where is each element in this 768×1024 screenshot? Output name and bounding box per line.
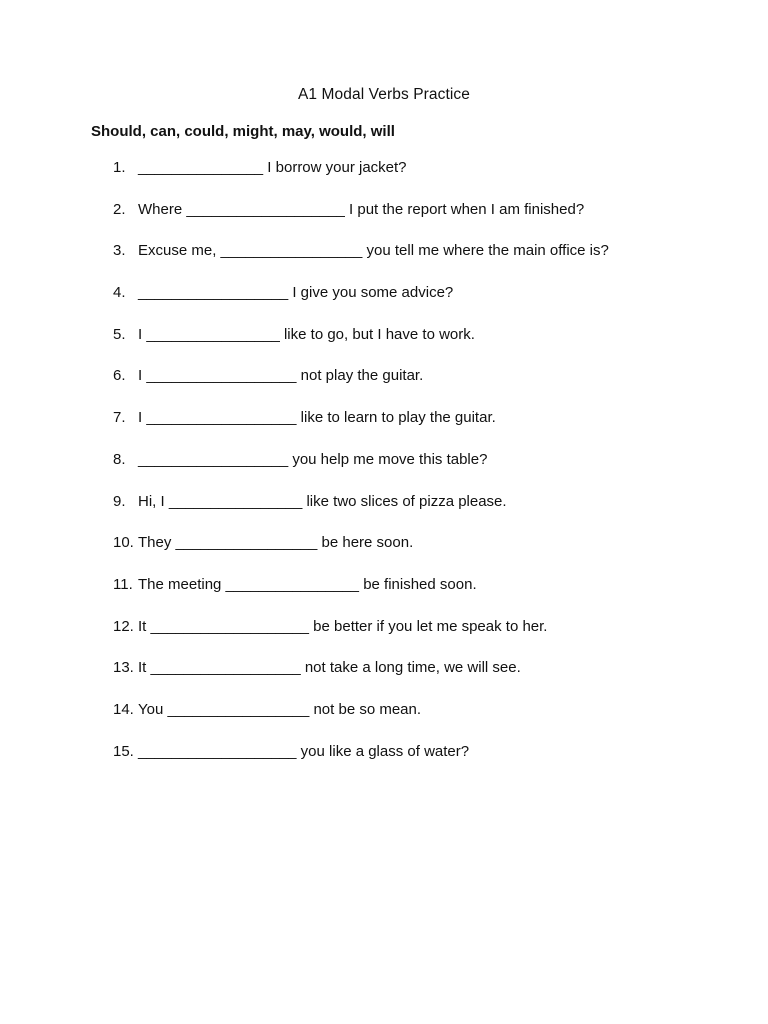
question-number: 12. xyxy=(113,617,134,635)
question-number: 1. xyxy=(113,159,126,176)
question-number: 7. xyxy=(113,409,126,427)
question-text: I __________________ like to learn to play the guitar. xyxy=(138,409,496,427)
question-item xyxy=(113,450,609,492)
word-bank: Should, can, could, might, may, would, will xyxy=(91,123,395,140)
question-item xyxy=(113,575,609,617)
question-number: 15. xyxy=(113,742,134,760)
question-text: I ________________ like to go, but I have to work. xyxy=(138,325,475,343)
question-item xyxy=(113,492,609,534)
question-number: 8. xyxy=(113,450,126,468)
question-text: Excuse me, _________________ you tell me where the main office is? xyxy=(138,242,609,260)
question-list xyxy=(113,158,609,783)
question-number: 14. xyxy=(113,700,134,718)
question-number: 9. xyxy=(113,492,126,510)
question-item xyxy=(113,200,609,242)
question-number: 3. xyxy=(113,242,126,260)
question-text: __________________ I give you some advice? xyxy=(138,284,454,302)
question-text: ___________________ you like a glass of water? xyxy=(138,742,470,760)
question-item xyxy=(113,366,609,408)
question-item xyxy=(113,283,609,325)
question-number: 6. xyxy=(113,367,126,385)
question-item xyxy=(113,241,609,283)
question-text: You _________________ not be so mean. xyxy=(138,700,422,718)
question-item xyxy=(113,325,609,367)
question-item xyxy=(113,533,609,575)
question-item xyxy=(113,617,609,659)
question-number: 5. xyxy=(113,325,126,343)
question-item xyxy=(113,158,609,200)
question-item xyxy=(113,742,609,784)
question-text: Hi, I ________________ like two slices of pizza please. xyxy=(138,492,507,510)
question-number: 2. xyxy=(113,200,126,218)
question-number: 10. xyxy=(113,534,134,552)
question-text: The meeting ________________ be finished soon. xyxy=(138,575,477,593)
page-title: A1 Modal Verbs Practice xyxy=(297,86,471,103)
question-item xyxy=(113,700,609,742)
question-text: _______________ I borrow your jacket? xyxy=(138,159,407,176)
question-number: 11. xyxy=(113,575,133,593)
question-number: 13. xyxy=(113,659,134,677)
question-number: 4. xyxy=(113,284,126,302)
question-text: I __________________ not play the guitar. xyxy=(138,367,424,385)
question-item xyxy=(113,658,609,700)
question-text: It __________________ not take a long time, we will see. xyxy=(138,659,521,677)
question-text: __________________ you help me move this table? xyxy=(138,450,488,468)
question-text: They _________________ be here soon. xyxy=(138,534,414,552)
question-text: It ___________________ be better if you let me speak to her. xyxy=(138,617,548,635)
question-text: Where ___________________ I put the report when I am finished? xyxy=(138,200,585,218)
question-item xyxy=(113,408,609,450)
